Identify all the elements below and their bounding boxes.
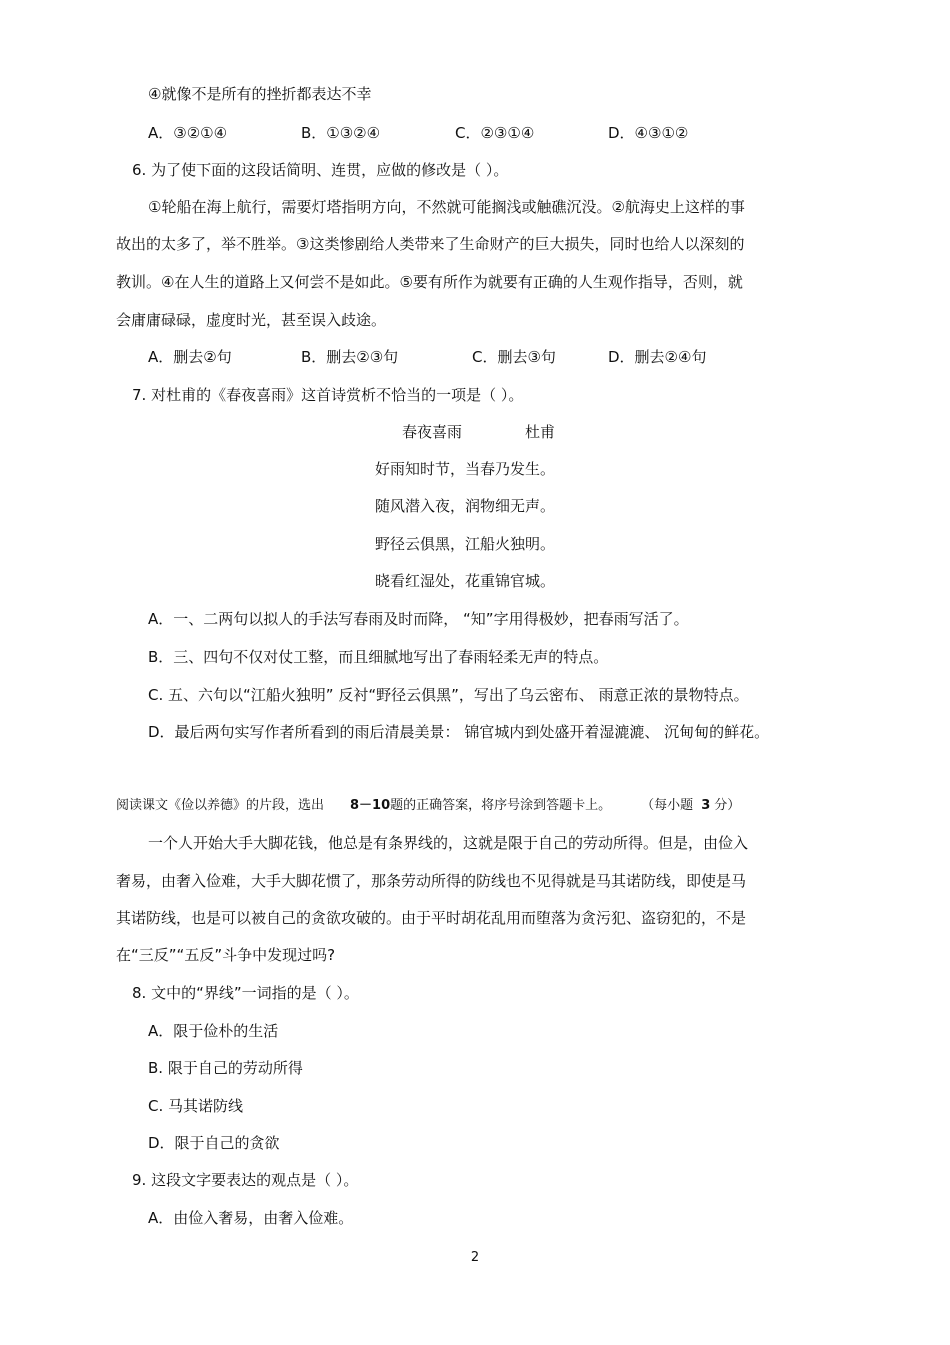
q6-option-d: D．删去②④句	[608, 348, 707, 366]
q5-item-4: ④就像不是所有的挫折都表达不幸	[148, 85, 372, 103]
q6-passage-line: ①轮船在海上航行，需要灯塔指明方向，不然就可能搁浅或触礁沉没。②航海史上这样的事	[148, 198, 745, 216]
q7-stem: 7. 对杜甫的《春夜喜雨》这首诗赏析不恰当的一项是（ ）。	[132, 386, 524, 404]
instr-text: 分）	[714, 798, 741, 813]
instr-text: （每小题	[641, 798, 694, 813]
q7-option-b: B．三、四句不仅对仗工整，而且细腻地写出了春雨轻柔无声的特点。	[148, 648, 609, 666]
q7-option-a: A．一、二两句以拟人的手法写春雨及时而降， “知”字用得极妙，把春雨写活了。	[148, 610, 689, 628]
q8-stem: 8. 文中的“界线”一词指的是（ ）。	[132, 984, 359, 1002]
instr-range: 8－10	[350, 798, 391, 813]
instr-score: 3	[701, 798, 711, 813]
q8-option-a: A．限于俭朴的生活	[148, 1022, 279, 1040]
q7-option-c: C. 五、六句以“江船火独明” 反衬“野径云俱黑”，写出了乌云密布、 雨意正浓的景物特点。	[148, 686, 749, 704]
poem-line: 晓看红湿处，花重锦官城。	[375, 572, 556, 590]
q5-option-d: D．④③①②	[608, 124, 689, 142]
poem-author: 杜甫	[525, 423, 556, 441]
poem-line: 好雨知时节，当春乃发生。	[375, 460, 556, 478]
reading-instructions	[116, 796, 740, 816]
poem-line: 野径云俱黑，江船火独明。	[375, 535, 556, 553]
page-number: 2	[470, 1250, 480, 1265]
reading-passage-line: 其诺防线，也是可以被自己的贪欲攻破的。由于平时胡花乱用而堕落为贪污犯、盗窃犯的，不是	[116, 909, 747, 927]
instr-text: 题的正确答案，将序号涂到答题卡上。	[390, 798, 612, 813]
q9-stem: 9. 这段文字要表达的观点是（ ）。	[132, 1171, 359, 1189]
q8-option-c: C. 马其诺防线	[148, 1097, 244, 1115]
instr-text: 阅读课文《俭以养德》的片段，选出	[116, 798, 325, 813]
q5-option-a: A．③②①④	[148, 124, 228, 142]
poem-line: 随风潜入夜，润物细无声。	[375, 497, 556, 515]
q8-option-d: D．限于自己的贪欲	[148, 1134, 280, 1152]
q7-option-d: D．最后两句实写作者所看到的雨后清晨美景： 锦官城内到处盛开着湿漉漉、 沉甸甸的鲜花。	[148, 723, 770, 741]
reading-passage-line: 一个人开始大手大脚花钱，他总是有条界线的，这就是限于自己的劳动所得。但是，由俭入	[148, 834, 749, 852]
q5-option-c: C．②③①④	[455, 124, 535, 142]
q5-option-b: B．①③②④	[301, 124, 381, 142]
q6-option-a: A．删去②句	[148, 348, 232, 366]
reading-passage-line: 奢易，由奢入俭难，大手大脚花惯了，那条劳动所得的防线也不见得就是马其诺防线，即使是马	[116, 872, 747, 890]
q6-option-c: C．删去③句	[472, 348, 556, 366]
q8-option-b: B. 限于自己的劳动所得	[148, 1059, 303, 1077]
q9-option-a: A．由俭入奢易，由奢入俭难。	[148, 1209, 354, 1227]
q6-option-b: B．删去②③句	[301, 348, 399, 366]
q6-stem: 6. 为了使下面的这段话简明、连贯，应做的修改是（ ）。	[132, 161, 509, 179]
q6-passage-line: 教训。④在人生的道路上又何尝不是如此。⑤要有所作为就要有正确的人生观作指导，否则，就	[116, 273, 743, 291]
poem-title: 春夜喜雨	[402, 423, 463, 441]
reading-passage-line: 在“三反”“五反”斗争中发现过吗?	[116, 946, 336, 964]
q6-passage-line: 故出的太多了，举不胜举。③这类惨剧给人类带来了生命财产的巨大损失，同时也给人以深刻的	[116, 235, 745, 253]
q6-passage-line: 会庸庸碌碌，虚度时光，甚至误入歧途。	[116, 311, 387, 329]
